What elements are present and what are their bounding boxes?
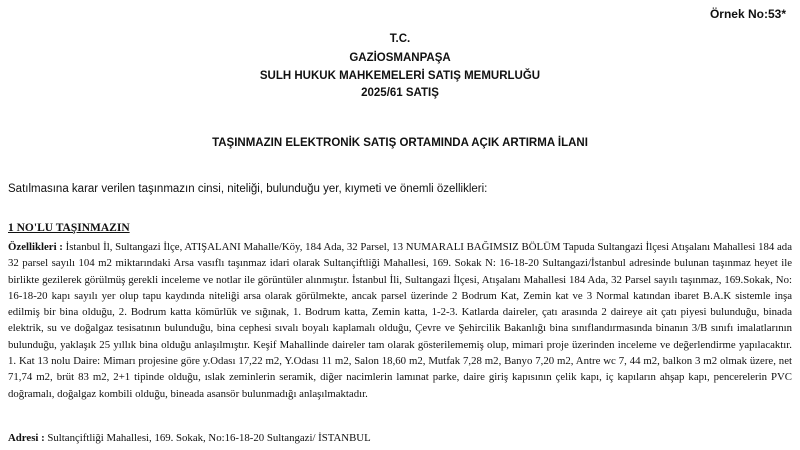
header-case-number: 2025/61 SATIŞ [361, 87, 439, 99]
header-tc: T.C. [389, 33, 411, 45]
address-label: Adresi : [8, 432, 45, 444]
address-line [8, 432, 371, 444]
intro-text: Satılmasına karar verilen taşınmazın cinsi, niteliği, bulunduğu yer, kıymeti ve önemli özellikleri: [8, 183, 488, 195]
features-text: İstanbul İl, Sultangazi İlçe, ATIŞALANI Mahalle/Köy, 184 Ada, 32 Parsel, 13 NUMARALI BAĞIMSIZ BÖLÜM Tapuda Sultangazi İlçesi Atışalanı Mahallesi 184 ada 32 parsel sayılı 104 m2 miktarındaki Arsa vasıflı taşınmaz idari olarak Sultançiftliği Mahallesi, 169. Sokak N: 16-18-20 Sultangazi/İstanbul adresinde bulunan taşınmaz heyet ile birlikte gezilerek görülmüş gerekli inceleme ve notlar ile görüntüler alınmıştır. İstanbul İli, Sultangazi İlçesi, Atışalanı Mahallesi 184 Ada, 32 Parsel sayılı taşınmaz, 169.Sokak, No: 16-18-20 kapı sayılı yer olup tapu kaydında niteliği arsa olarak görülmekte, ancak parsel üzerinde 2 Bodrum Kat, Zemin kat ve 3 Normal katından ibaret B.A.K sistemle inşa edilmiş bir bina olduğu, 2. Bodrum katta kömürlük ve sığınak, 1. Bodrum katta, Zemin katta, 1-2-3. Katlarda daireler, çatı arasında 2 daireye ait çatı piyesi bulunduğu, binada elektrik, su ve doğalgaz tesisatının bulunduğu, bina cephesi sıvalı boyalı kaplamalı olduğu, Çevre ve Şehircilik Bakanlığı bina sınıflandırmasında binanın 3/B sınıfı imalatlarının bulunduğu, yaklaşık 25 yıllık bina olduğu anlaşılmıştır. Keşif Mahallinde daireler tam olarak gösterilememiş olup, mimari proje üzerinden inceleme ve değerlendirme yapılacaktır. 1. Kat 13 nolu Daire: Mimarı projesine göre y.Odası 17,22 m2, Y.Odası 11 m2, Salon 18,60 m2, Mutfak 7,28 m2, Banyo 7,20 m2, Antre wc 7, 44 m2, balkon 3 m2 olmak üzere, net 71,74 m2, brüt 83 m2, 2+1 tipinde olduğu, ıslak zeminlerin seramik, diğer nacimlerin lamınat parke, daire giriş kapısının çelik kapı, iç kapıların ahşap kapı, pencerelerin PVC doğramalı, doğalgaz kombili olduğu, bineada asansör bulunmadığı anlaşılmaktadır. [8, 241, 792, 400]
header-court: SULH HUKUK MAHKEMELERİ SATIŞ MEMURLUĞU [259, 70, 541, 82]
section-title: 1 NO'LU TAŞINMAZIN [8, 222, 130, 234]
address-text: Sultançiftliği Mahallesi, 169. Sokak, No:16-18-20 Sultangazi/ İSTANBUL [44, 432, 371, 444]
features-label: Özellikleri : [8, 241, 63, 253]
announcement-title: TAŞINMAZIN ELEKTRONİK SATIŞ ORTAMINDA AÇIK ARTIRMA İLANI [212, 137, 588, 149]
features-paragraph [8, 239, 792, 402]
header-district: GAZİOSMANPAŞA [349, 52, 451, 64]
sample-number: Örnek No:53* [709, 7, 786, 21]
